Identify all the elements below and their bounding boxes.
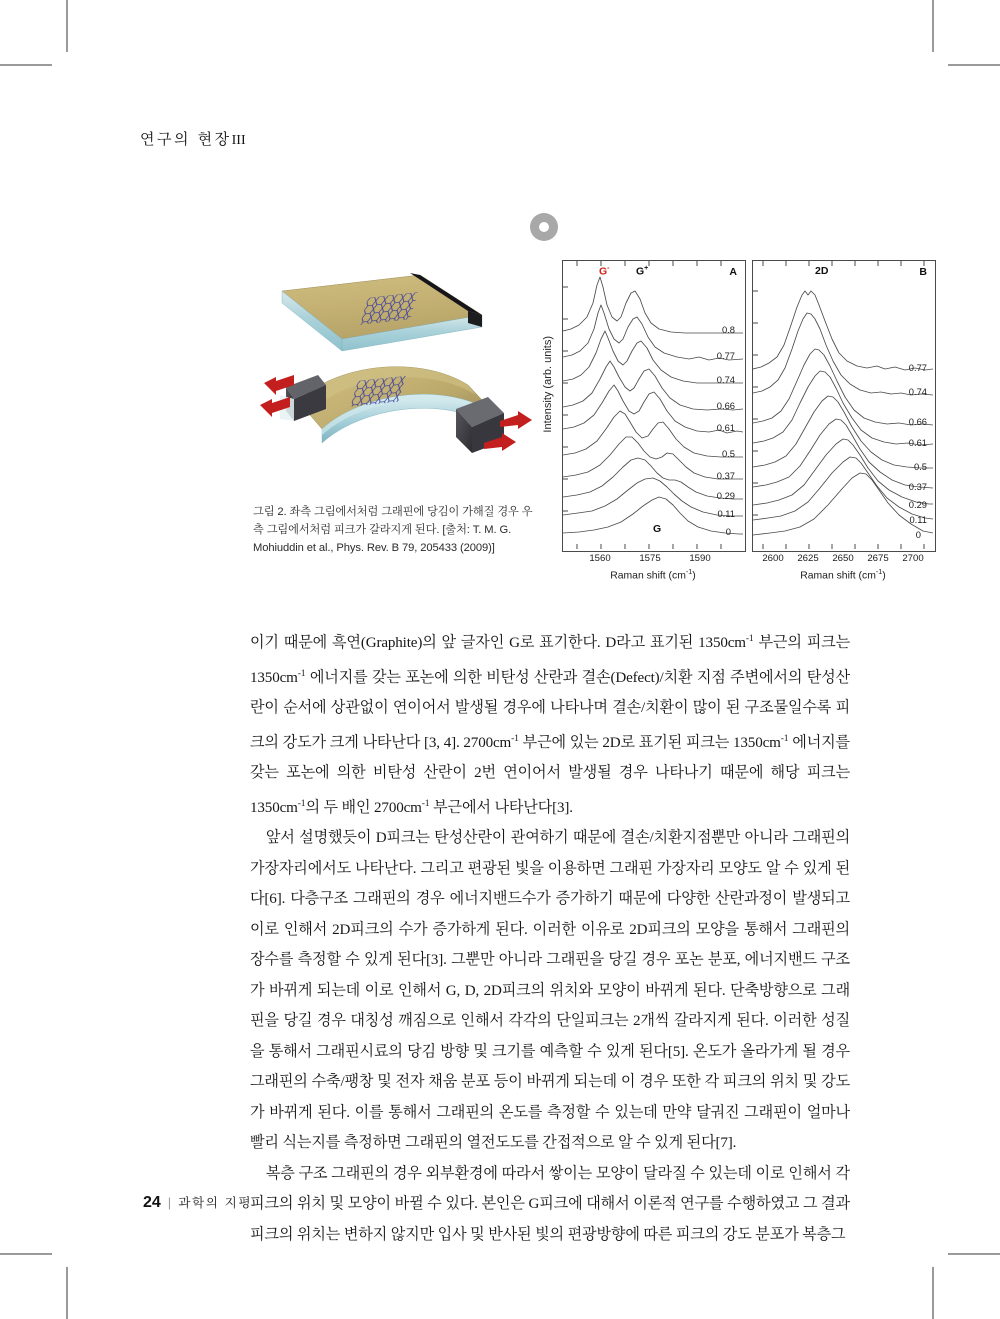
body-paragraph-3: 복층 구조 그래핀의 경우 외부환경에 따라서 쌓이는 모양이 달라질 수 있는데 이로 인해서 각 피크의 위치 및 모양이 바뀔 수 있다. 본인은 G피크에 대해서 이론적 연구를 수행하였고 그 결과 피크의 위치는 변하지 않지만 입사 및 반사된 빛의 편광방향에 따른 피크의 강도 분포가 복층그 — [250, 1165, 850, 1243]
panel-a-xaxis-tail: ) — [692, 570, 696, 582]
footer-separator: | — [167, 1195, 172, 1210]
crop-mark-bottom-right-horizontal — [948, 1253, 1000, 1255]
strain-label-b-7: 0.11 — [909, 514, 927, 525]
panel-a-xaxis-text: Raman shift (cm — [610, 570, 686, 582]
panel-b-xaxis-sup: -1 — [875, 567, 883, 576]
panel-a-xaxis-label — [562, 567, 744, 581]
panel-b-xaxis-text: Raman shift (cm — [800, 570, 876, 582]
panel-b-xtick-1: 2625 — [797, 553, 819, 564]
peak-label-g-plus: G+ — [636, 265, 649, 278]
strain-label-a-6: 0.37 — [716, 470, 735, 481]
panel-b-xtick-0: 2600 — [762, 553, 784, 564]
strain-label-a-0: 0.8 — [721, 324, 735, 335]
body-paragraph-1: 이기 때문에 흑연(Graphite)의 앞 글자인 G로 표기한다. D라고 표기된 $1350cm^{-1}$ 부근의 피크는 $1350cm^{-1}$ 에너지를 갖는 포논에 의한 비탄성 산란과 결손(Defect)/치환 지점 주변에서의 탄성산란이 순서에 상관없이 연이어서 발생될 경우에 나타나며 결손/치환이 많이 된 구조물일수록 피크의 강도가 크게 나타난다 [3, 4]. $2700cm^{-1}$ 부근에 있는 2D로 표기된 피크는 $1350cm^{-1}$ 에너지를 갖는 포논에 의한 비탄성 산란이 2번 연이어서 발생될 경우 나타나기 때문에 해당 피크는 $1350cm^{-1}$의 두 배인 $2700cm^{-1}$ 부근에서 나타난다[3]. — [250, 633, 850, 816]
peak-label-2d: 2D — [815, 265, 829, 277]
flat-beam — [282, 273, 482, 351]
page-footer — [143, 1192, 252, 1212]
crop-mark-top-left-vertical — [66, 0, 68, 52]
crop-mark-top-right-vertical — [932, 0, 934, 52]
panel-a — [562, 260, 744, 581]
crop-mark-bottom-right-vertical — [932, 1267, 934, 1319]
panel-b — [752, 260, 934, 581]
peak-label-g-minus: G- — [599, 265, 610, 278]
body-text — [250, 624, 850, 1250]
strain-label-a-1: 0.77 — [716, 350, 735, 361]
panel-b-xtick-2: 2650 — [832, 553, 854, 564]
panel-a-xtick-2: 1590 — [689, 553, 711, 564]
running-head-text: 연구의 현장 — [140, 131, 232, 148]
running-head — [140, 128, 246, 149]
strain-label-b-5: 0.37 — [908, 481, 927, 492]
strain-label-a-5: 0.5 — [721, 448, 735, 459]
panel-b-xticks — [752, 552, 934, 566]
peak-label-g: G — [653, 523, 662, 535]
raman-spectra-figure — [540, 260, 930, 595]
y-axis-label: Intensity (arb. units) — [542, 336, 554, 433]
panel-a-xticks — [562, 552, 744, 566]
strain-label-b-3: 0.61 — [908, 437, 927, 448]
panel-a-plot — [562, 260, 746, 552]
footer-page-number: 24 — [143, 1194, 161, 1211]
strain-label-b-4: 0.5 — [913, 461, 927, 472]
strain-label-b-1: 0.74 — [908, 386, 927, 397]
panel-b-corner-label: B — [919, 266, 927, 278]
panel-b-xaxis-tail: ) — [882, 570, 886, 582]
strain-label-a-9: 0 — [725, 526, 731, 537]
running-head-numeral: III — [231, 133, 246, 148]
crop-mark-bottom-left-vertical — [66, 1267, 68, 1319]
strain-label-a-3: 0.66 — [716, 400, 735, 411]
strain-label-a-4: 0.61 — [716, 422, 735, 433]
crop-mark-bottom-left-horizontal — [0, 1253, 52, 1255]
panel-b-xaxis-label — [752, 567, 934, 581]
panel-b-plot — [752, 260, 936, 552]
crop-mark-top-right-horizontal — [948, 64, 1000, 66]
strain-label-b-0: 0.77 — [908, 362, 927, 373]
strain-label-b-8: 0 — [915, 529, 921, 540]
footer-journal-title: 과학의 지평 — [178, 1196, 253, 1210]
graphene-beam-illustration — [260, 253, 560, 503]
panel-a-xtick-1: 1575 — [639, 553, 661, 564]
bent-beam — [260, 367, 532, 453]
panel-b-xtick-3: 2675 — [867, 553, 889, 564]
strain-label-a-7: 0.29 — [716, 490, 735, 501]
body-paragraph-2: 앞서 설명했듯이 D피크는 탄성산란이 관여하기 때문에 결손/치환지점뿐만 아니라 그래핀의 가장자리에서도 나타난다. 그리고 편광된 빛을 이용하면 그래핀 가장자리 모양도 알 수 있게 된다[6]. 다층구조 그래핀의 경우 에너지밴드수가 증가하기 때문에 다양한 산란과정이 발생되고 이로 인해서 2D피크의 수가 증가하게 된다. 이러한 이유로 2D피크의 모양을 통해서 그래핀의 장수를 측정할 수 있게 된다[3]. 그뿐만 아니라 그래핀을 당길 경우 포논 분포, 에너지밴드 구조가 바뀌게 되는데 이로 인해서 G, D, 2D피크의 위치와 모양이 바뀌게 된다. 단축방향으로 그래핀을 당길 경우 대칭성 깨짐으로 인해서 각각의 단일피크는 2개씩 갈라지게 된다. 이러한 성질을 통해서 그래핀시료의 당김 방향 및 크기를 예측할 수 있게 된다[5]. 온도가 올라가게 될 경우 그래핀의 수축/팽창 및 전자 채움 분포 등이 바뀌게 되는데 이 경우 또한 각 피크의 위치 및 강도가 바뀌게 된다. 이를 통해서 그래핀의 온도를 측정할 수 있는데 만약 달궈진 그래핀이 얼마나 빨리 식는지를 측정하면 그래핀의 열전도도를 간접적으로 알 수 있게 된다[7]. — [250, 830, 850, 1152]
figure-caption: 그림 2. 좌측 그림에서처럼 그래핀에 당김이 가해질 경우 우측 그림에서처럼 피크가 갈라지게 된다. [출처: T. M. G. Mohiuddin et al., Phys. Rev. B 79, 205433 (2009)] — [253, 506, 533, 555]
panel-a-xtick-0: 1560 — [589, 553, 611, 564]
panel-a-xaxis-sup: -1 — [685, 567, 693, 576]
panel-b-xtick-4: 2700 — [902, 553, 924, 564]
ring-icon — [530, 213, 558, 241]
strain-label-a-2: 0.74 — [716, 374, 735, 385]
strain-label-b-6: 0.29 — [908, 499, 927, 510]
strain-label-b-2: 0.66 — [908, 416, 927, 427]
crop-mark-top-left-horizontal — [0, 64, 52, 66]
panel-a-corner-label: A — [729, 266, 737, 278]
strain-label-a-8: 0.11 — [717, 508, 735, 519]
figure-2-block — [140, 195, 930, 605]
